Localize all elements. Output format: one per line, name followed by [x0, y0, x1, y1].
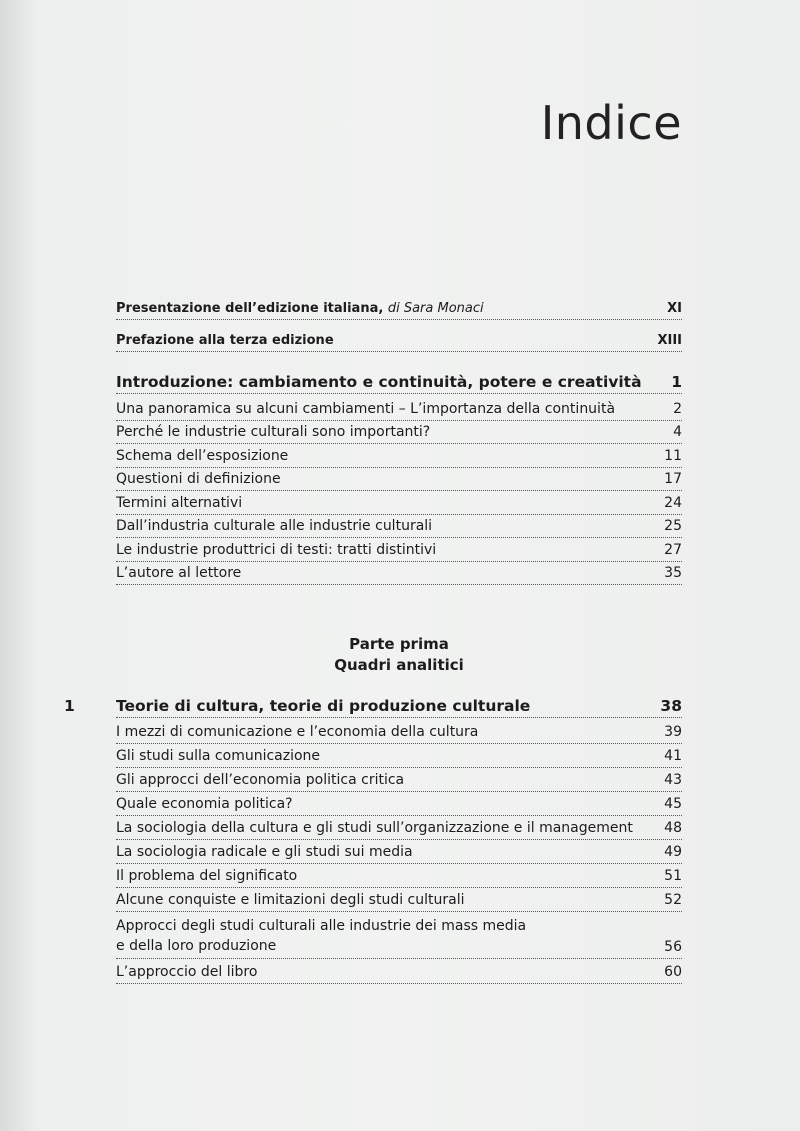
- toc-entry-label: Gli approcci dell’economia politica critica: [116, 772, 405, 788]
- toc-entry-page: 2: [673, 401, 682, 417]
- toc-entry-page: 41: [664, 748, 682, 764]
- toc-entry: [116, 820, 682, 840]
- toc-entry: [116, 724, 682, 744]
- toc-entry-page: 25: [664, 518, 682, 534]
- part-title: Quadri analitici: [334, 656, 464, 674]
- toc-entry-label: Presentazione dell’edizione italiana, di Sara Monaci: [116, 301, 484, 316]
- toc-entry-page: 39: [664, 724, 682, 740]
- toc-entry-label: Termini alternativi: [116, 495, 243, 511]
- toc-entry-label: Dall’industria culturale alle industrie culturali: [116, 518, 433, 534]
- toc-entry-label: Alcune conquiste e limitazioni degli studi culturali: [116, 892, 465, 908]
- toc-entry-page: XI: [667, 301, 682, 316]
- toc-entry: [116, 892, 682, 912]
- toc-entry: [116, 448, 682, 468]
- toc-entry: [116, 401, 682, 421]
- toc-chapter-1: [64, 697, 682, 718]
- toc-entry-label: Le industrie produttrici di testi: tratti distintivi: [116, 542, 437, 558]
- toc-entry-page: 35: [664, 565, 682, 581]
- part-number: Parte prima: [349, 635, 449, 653]
- toc-entry-page: 49: [664, 844, 682, 860]
- chapter-number: 1: [64, 697, 75, 715]
- toc-entry: [116, 964, 682, 984]
- toc-entry: [116, 796, 682, 816]
- toc-entry: [116, 542, 682, 562]
- toc-entry: [116, 424, 682, 444]
- toc-entry: [116, 868, 682, 888]
- toc-entry-page: 38: [660, 697, 682, 715]
- toc-entry-label: Approcci degli studi culturali alle industrie dei mass media e della loro produzione: [116, 918, 527, 954]
- toc-entry-page: XIII: [657, 333, 682, 348]
- toc-entry-label: Prefazione alla terza edizione: [116, 333, 334, 348]
- toc-entry-page: 51: [664, 868, 682, 884]
- toc-entry-page: 52: [664, 892, 682, 908]
- toc-entry-page: 24: [664, 495, 682, 511]
- toc-entry-label: I mezzi di comunicazione e l’economia della cultura: [116, 724, 479, 740]
- toc-entry-label: Schema dell’esposizione: [116, 448, 289, 464]
- toc-entry-label: Teorie di cultura, teorie di produzione culturale: [116, 697, 531, 715]
- toc-entry-page: 48: [664, 820, 682, 836]
- toc-entry-presentazione: [116, 300, 682, 320]
- toc-entry-label: L’autore al lettore: [116, 565, 242, 581]
- toc-entry-page: 17: [664, 471, 682, 487]
- toc-entry-label: Perché le industrie culturali sono importanti?: [116, 424, 431, 440]
- toc-entry-page: 4: [673, 424, 682, 440]
- toc-entry-label: L’approccio del libro: [116, 964, 258, 980]
- page-title: Indice: [540, 96, 682, 150]
- toc-entry-label: Introduzione: cambiamento e continuità, potere e creatività: [116, 373, 642, 391]
- toc-entry: [116, 495, 682, 515]
- toc-entry: [116, 772, 682, 792]
- part-heading: [116, 634, 682, 676]
- toc-entry-label: Una panoramica su alcuni cambiamenti – L’importanza della continuità: [116, 401, 616, 417]
- toc-entry-page: 56: [664, 939, 682, 955]
- toc-entry-label: Il problema del significato: [116, 868, 298, 884]
- toc-section-introduction: [116, 374, 682, 394]
- toc-entry: [116, 471, 682, 491]
- toc-entry-label: La sociologia radicale e gli studi sui media: [116, 844, 413, 860]
- toc-entry-page: 60: [664, 964, 682, 980]
- toc-entry: [116, 748, 682, 768]
- toc-entry-page: 27: [664, 542, 682, 558]
- toc-entry: [116, 518, 682, 538]
- toc-entry-label: La sociologia della cultura e gli studi sull’organizzazione e il management: [116, 820, 633, 836]
- toc-entry: [116, 844, 682, 864]
- toc-entry-label: Quale economia politica?: [116, 796, 293, 812]
- toc-entry-page: 11: [664, 448, 682, 464]
- toc-entry-label: Questioni di definizione: [116, 471, 281, 487]
- toc-entry-page: 45: [664, 796, 682, 812]
- toc-entry-author: di Sara Monaci: [387, 301, 484, 316]
- toc-entry: [116, 565, 682, 585]
- toc-entry-page: 1: [671, 373, 682, 391]
- toc-entry-prefazione: [116, 332, 682, 352]
- toc-entry: [116, 916, 682, 959]
- toc-entry-label: Gli studi sulla comunicazione: [116, 748, 321, 764]
- toc-entry-page: 43: [664, 772, 682, 788]
